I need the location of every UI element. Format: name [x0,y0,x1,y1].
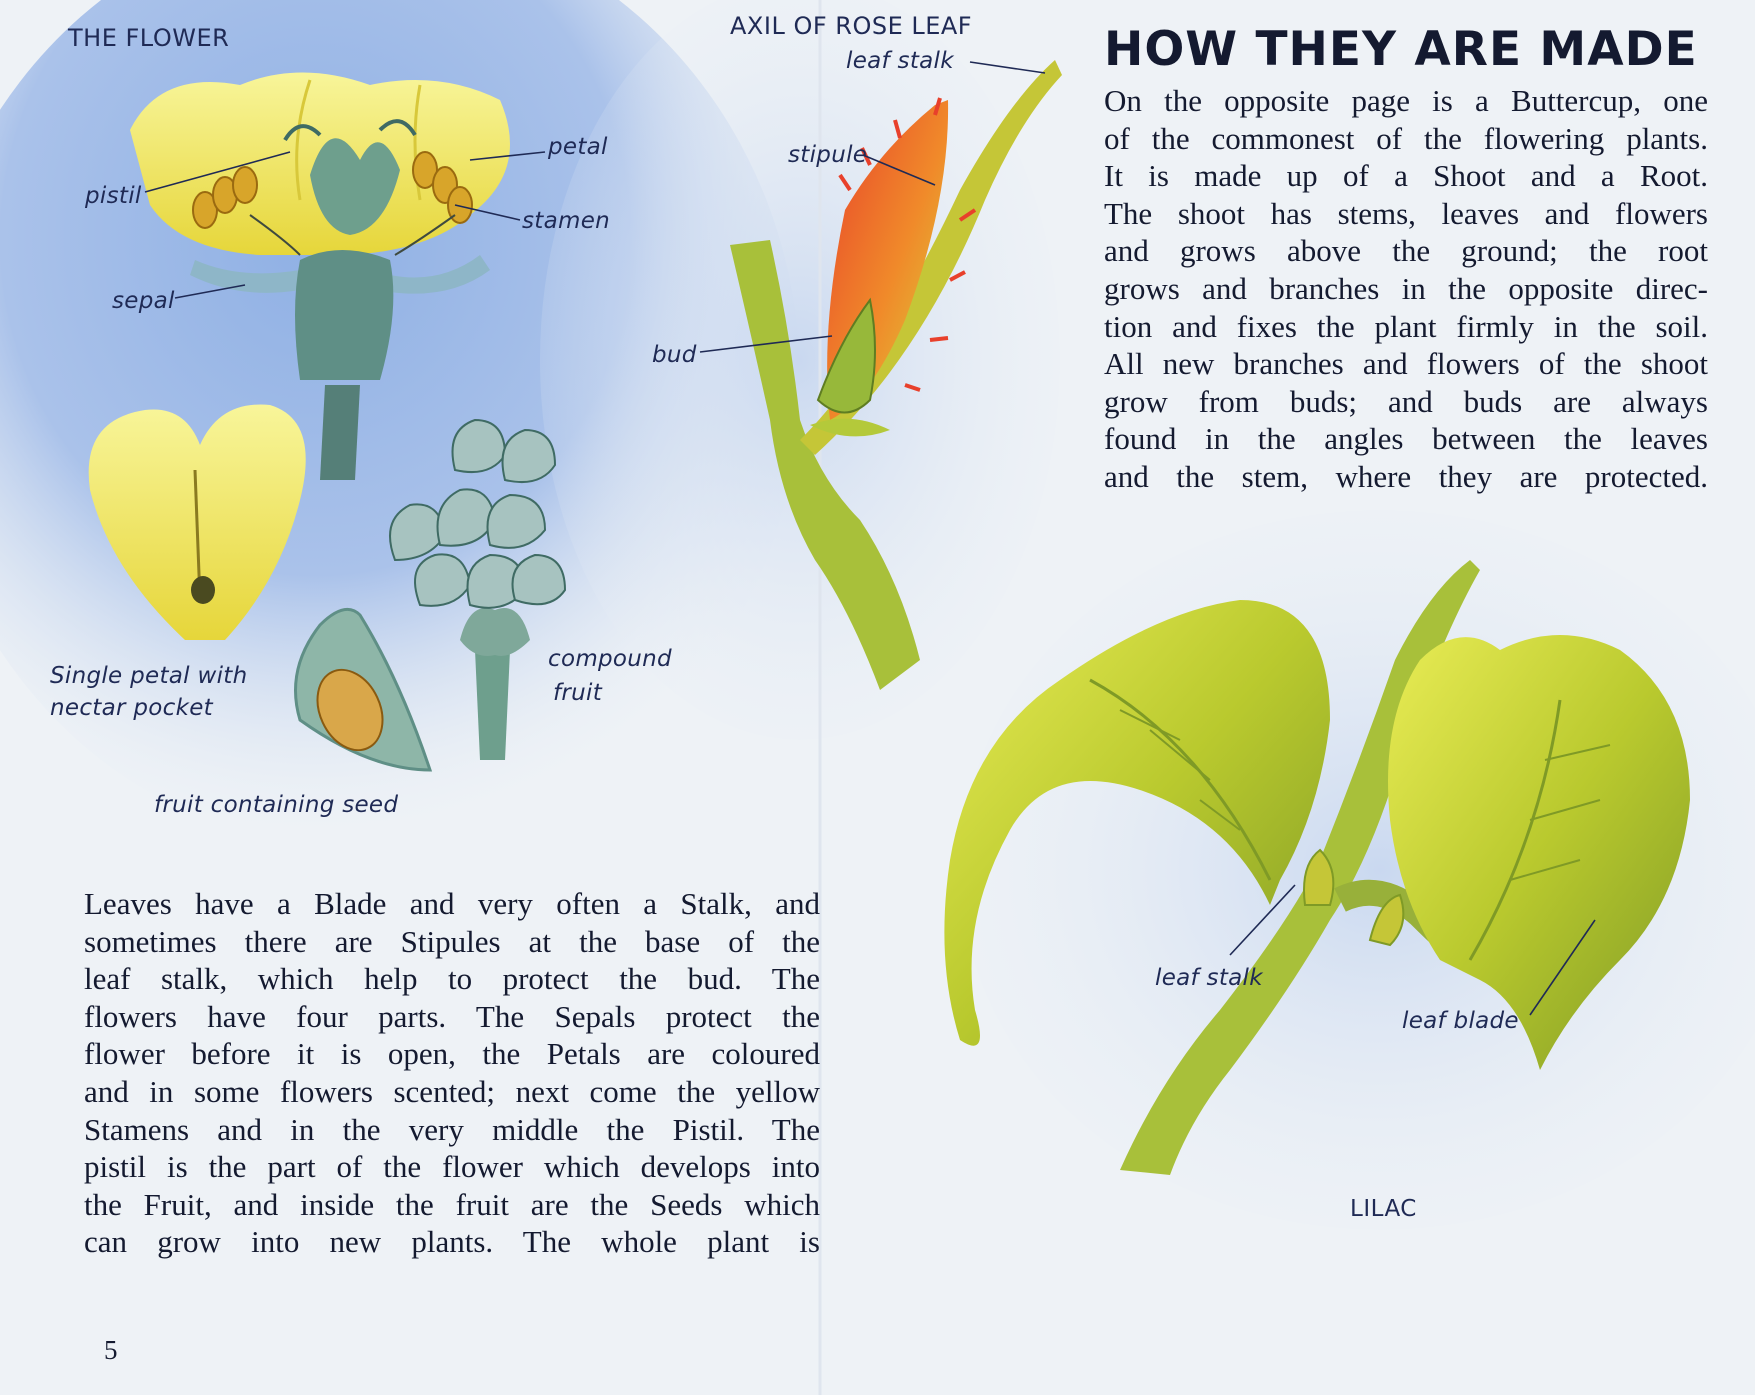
right-paragraph-line: The shoot has stems, leaves and flowers [1104,195,1708,231]
left-paragraph [84,885,820,1261]
left-paragraph-line: can grow into new plants. The whole plant is [84,1224,820,1260]
label-bud: bud [652,342,697,368]
blue-wash-center [540,0,1060,740]
label-sepal: sepal [112,288,175,314]
right-paragraph-line: found in the angles between the leaves [1104,421,1708,457]
left-paragraph-line: and in some flowers scented; next come the yellow [84,1073,820,1109]
label-stamen: stamen [522,208,611,234]
right-paragraph-line: On the opposite page is a Buttercup, one [1104,83,1708,118]
label-compound-fruit-line1: compound [548,646,672,672]
label-lilac-leaf-blade: leaf blade [1402,1008,1519,1034]
label-single-petal-line1: Single petal with [50,663,248,689]
left-paragraph-line: sometimes there are Stipules at the base of the [84,923,820,959]
page-number: 5 [104,1335,118,1365]
right-paragraph-line: grows and branches in the opposite direc- [1104,270,1708,306]
right-paragraph-line: tion and fixes the plant firmly in the soil. [1104,308,1708,344]
right-paragraph-line: of the commonest of the flowering plants. [1104,120,1708,156]
right-paragraph-line: and the stem, where they are protected. [1104,458,1708,494]
right-paragraph-line: It is made up of a Shoot and a Root. [1104,158,1708,194]
left-paragraph-line: leaf stalk, which help to protect the bud. The [84,961,820,997]
flower-caption: THE FLOWER [68,24,230,52]
label-compound-fruit-line2: fruit [553,680,603,706]
left-paragraph-line: Leaves have a Blade and very often a Stalk, and [84,886,820,921]
right-paragraph-line: grow from buds; and buds are always [1104,383,1708,419]
label-petal: petal [548,134,608,160]
lilac-caption: LILAC [1350,1196,1417,1222]
label-stipule: stipule [788,142,868,168]
left-paragraph-line: flowers have four parts. The Sepals protect the [84,998,820,1034]
right-paragraph-line: and grows above the ground; the root [1104,233,1708,269]
label-single-petal-line2: nectar pocket [50,695,213,721]
left-paragraph-line: the Fruit, and inside the fruit are the Seeds which [84,1186,820,1222]
left-paragraph-line: flower before it is open, the Petals are coloured [84,1036,820,1072]
right-paragraph-line: All new branches and flowers of the shoot [1104,346,1708,382]
left-paragraph-line: pistil is the part of the flower which develops into [84,1149,820,1185]
label-pistil: pistil [85,183,142,209]
section-heading: HOW THEY ARE MADE [1104,22,1698,77]
rose-leaf-caption: AXIL OF ROSE LEAF [730,12,973,40]
left-paragraph-line: Stamens and in the very middle the Pistil. The [84,1111,820,1147]
label-lilac-leaf-stalk: leaf stalk [1155,965,1263,991]
label-rose-leaf-stalk: leaf stalk [846,48,954,74]
label-fruit-containing-seed: fruit containing seed [154,792,399,818]
right-paragraph [1104,82,1708,496]
